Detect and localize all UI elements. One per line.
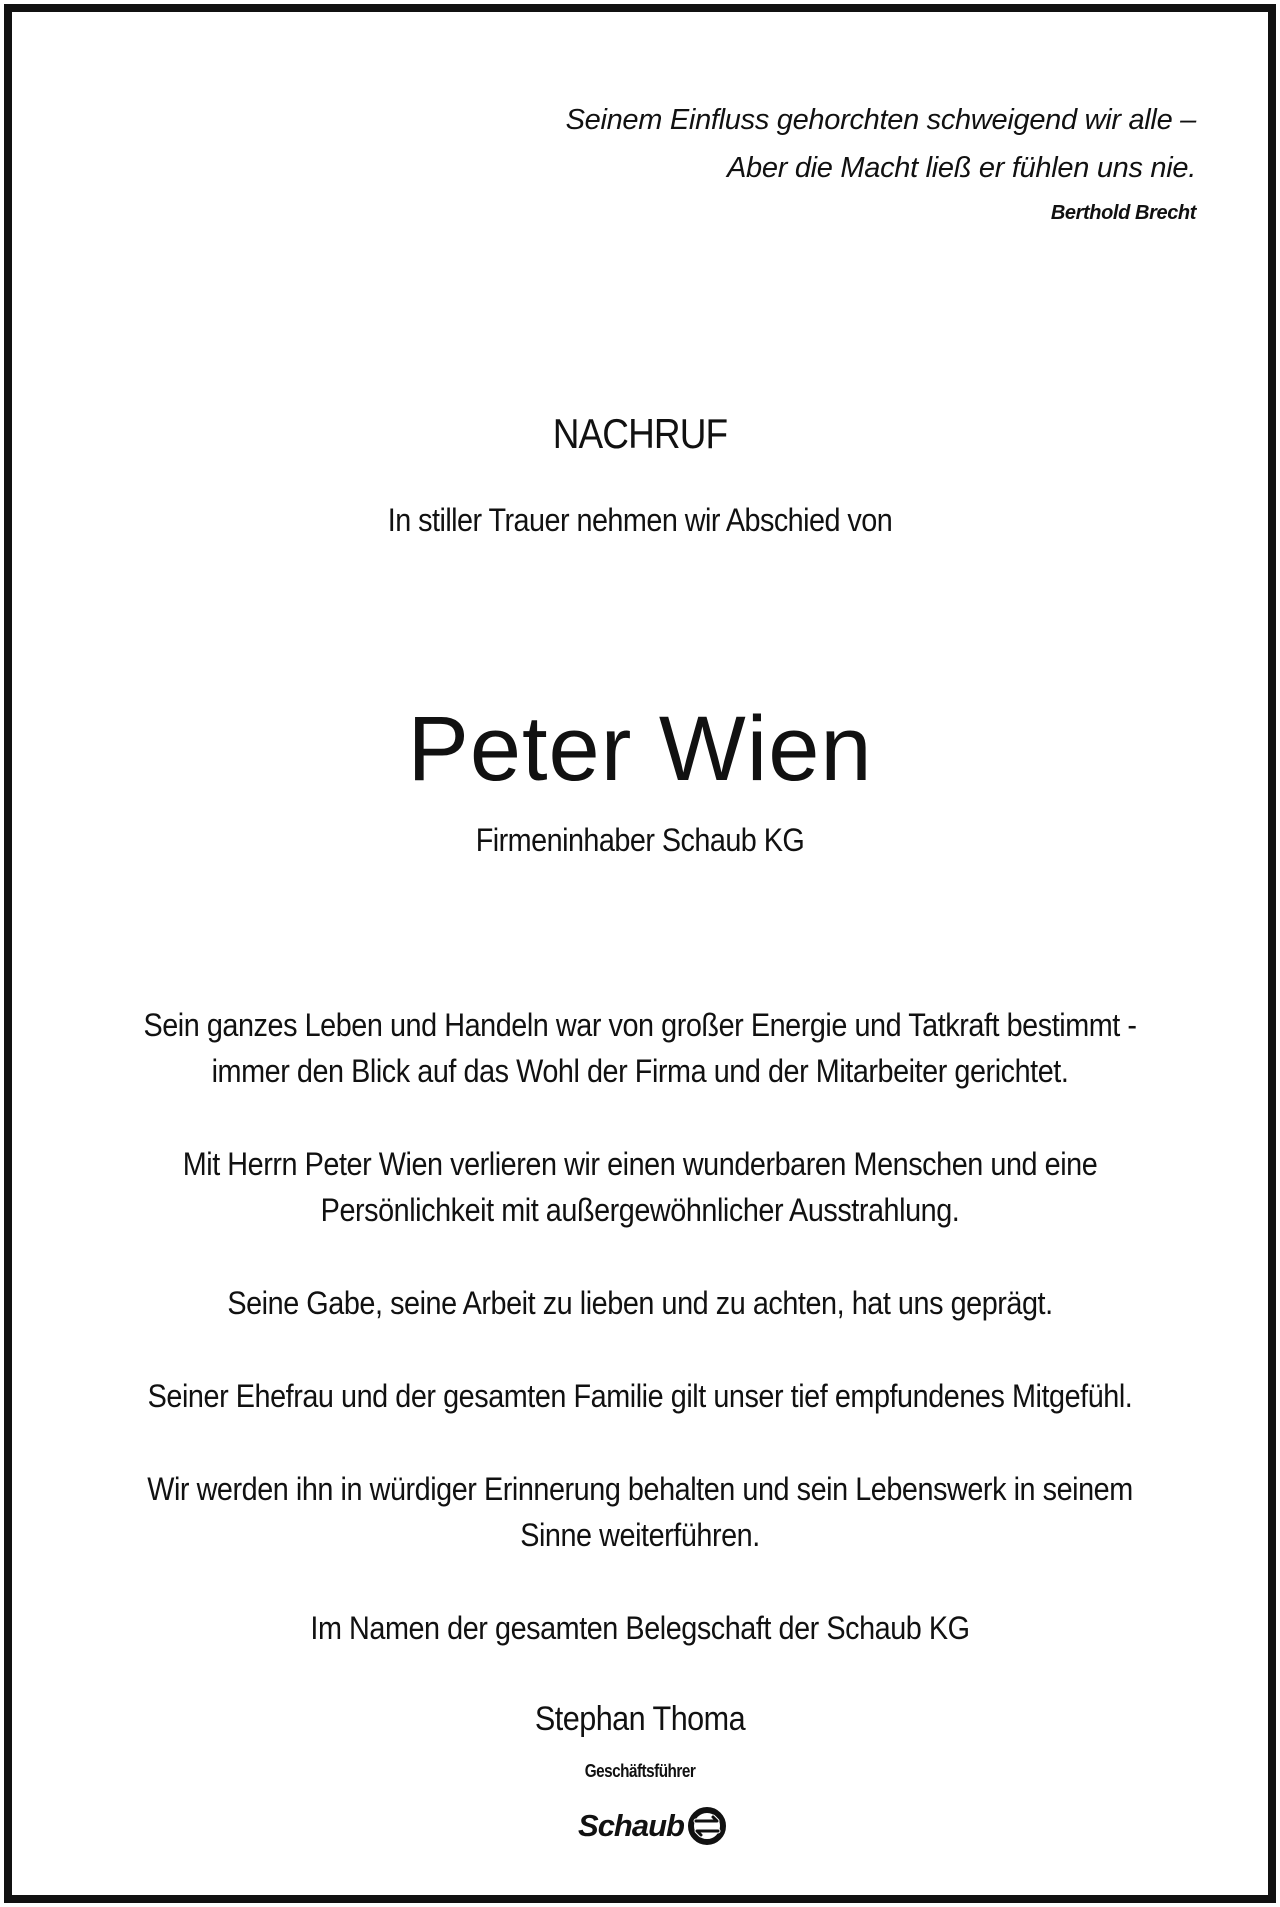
obituary-frame xyxy=(4,4,1276,1903)
paragraph xyxy=(75,1280,1205,1326)
paragraph-line: Wir werden ihn in würdiger Erinnerung behalten und sein Lebenswerk in seinem xyxy=(147,1471,1133,1507)
obituary-heading: NACHRUF xyxy=(552,410,728,457)
deceased-name: Peter Wien xyxy=(407,698,873,800)
paragraph-line: Sinne weiterführen. xyxy=(520,1517,760,1553)
paragraph xyxy=(75,1466,1205,1558)
paragraph-line: Seine Gabe, seine Arbeit zu lieben und zu achten, hat uns geprägt. xyxy=(227,1285,1053,1321)
paragraph xyxy=(75,1373,1205,1419)
intro-text: In stiller Trauer nehmen wir Abschied von xyxy=(387,502,893,538)
signer-name: Stephan Thoma xyxy=(534,1700,746,1738)
deceased-role: Firmeninhaber Schaub KG xyxy=(475,822,805,858)
quote-line-2: Aber die Macht ließ er fühlen uns nie. xyxy=(727,152,1196,184)
quote-line-1: Seinem Einfluss gehorchten schweigend wir alle – xyxy=(565,104,1196,136)
paragraph-line: Persönlichkeit mit außergewöhnlicher Ausstrahlung. xyxy=(320,1192,960,1228)
paragraph xyxy=(75,1141,1205,1233)
paragraph-line: Sein ganzes Leben und Handeln war von großer Energie und Tatkraft bestimmt - xyxy=(143,1007,1137,1043)
company-logo-text: Schaub xyxy=(578,1808,684,1843)
paragraph-line: Seiner Ehefrau und der gesamten Familie gilt unser tief empfundenes Mitgefühl. xyxy=(147,1378,1133,1414)
paragraph xyxy=(75,1002,1205,1094)
paragraph-line: Im Namen der gesamten Belegschaft der Schaub KG xyxy=(310,1610,970,1646)
quote-author: Berthold Brecht xyxy=(1050,202,1196,224)
obituary-body xyxy=(75,1002,1205,1698)
paragraph-line: Mit Herrn Peter Wien verlieren wir einen wunderbaren Menschen und eine xyxy=(182,1146,1098,1182)
company-logo xyxy=(578,1804,728,1848)
paragraph-line: immer den Blick auf das Wohl der Firma und der Mitarbeiter gerichtet. xyxy=(211,1053,1069,1089)
schaub-logo-mark-icon xyxy=(686,1805,728,1847)
signer-role: Geschäftsführer xyxy=(584,1761,696,1781)
paragraph xyxy=(75,1605,1205,1651)
epigraph-quote xyxy=(566,96,1196,225)
